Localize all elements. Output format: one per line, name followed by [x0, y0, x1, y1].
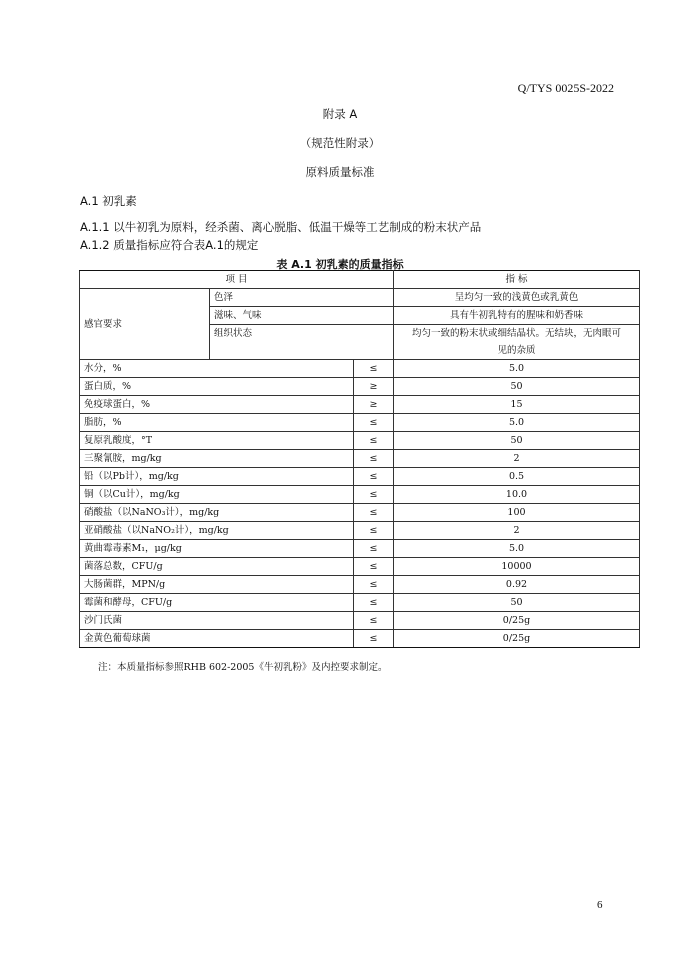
table-row	[80, 612, 640, 630]
table-row	[80, 450, 640, 468]
table-row	[80, 360, 640, 378]
standard-code: Q/TYS 0025S-2022	[517, 81, 614, 95]
parameter-value: 0/25g	[394, 630, 640, 648]
parameter-operator: ≤	[354, 468, 394, 486]
parameter-operator: ≤	[354, 432, 394, 450]
appendix-title: 附录 A	[322, 107, 358, 121]
parameter-name: 沙门氏菌	[80, 612, 354, 630]
parameter-name: 脂肪，%	[80, 414, 354, 432]
parameter-name: 硝酸盐（以NaNO₃计），mg/kg	[80, 504, 354, 522]
table-row	[80, 594, 640, 612]
table-row	[80, 414, 640, 432]
sensory-value	[394, 325, 640, 360]
parameter-name: 铜（以Cu计），mg/kg	[80, 486, 354, 504]
parameter-operator: ≤	[354, 576, 394, 594]
table-row	[80, 522, 640, 540]
quality-table	[79, 270, 640, 648]
table-row	[80, 468, 640, 486]
parameter-name: 蛋白质，%	[80, 378, 354, 396]
table-row	[80, 289, 640, 307]
sensory-value: 具有牛初乳特有的腥味和奶香味	[394, 307, 640, 325]
parameter-operator: ≥	[354, 396, 394, 414]
parameter-name: 黄曲霉毒素M₁，μg/kg	[80, 540, 354, 558]
sensory-name: 色泽	[210, 289, 394, 307]
parameter-operator: ≤	[354, 558, 394, 576]
parameter-operator: ≤	[354, 360, 394, 378]
parameter-operator: ≤	[354, 612, 394, 630]
section-item-1: A.1.1 以牛初乳为原料，经杀菌、离心脱脂、低温干燥等工艺制成的粉末状产品	[80, 220, 482, 234]
parameter-name: 铅（以Pb计），mg/kg	[80, 468, 354, 486]
header-value: 指 标	[394, 271, 640, 289]
sensory-value-line: 均匀一致的粉末状或细结晶状。无结块，无肉眼可	[411, 328, 621, 339]
parameter-name: 霉菌和酵母，CFU/g	[80, 594, 354, 612]
sensory-value-line: 见的杂质	[497, 345, 536, 356]
table-row	[80, 576, 640, 594]
table-row	[80, 540, 640, 558]
page-number: 6	[597, 899, 603, 911]
parameter-operator: ≤	[354, 486, 394, 504]
parameter-operator: ≥	[354, 378, 394, 396]
parameter-value: 50	[394, 378, 640, 396]
sensory-name: 组织状态	[210, 325, 394, 360]
parameter-operator: ≤	[354, 414, 394, 432]
parameter-value: 2	[394, 450, 640, 468]
parameter-value: 0.92	[394, 576, 640, 594]
parameter-operator: ≤	[354, 540, 394, 558]
parameter-name: 亚硝酸盐（以NaNO₂计），mg/kg	[80, 522, 354, 540]
table-header-row	[80, 271, 640, 289]
table-row	[80, 432, 640, 450]
parameter-operator: ≤	[354, 630, 394, 648]
parameter-value: 5.0	[394, 360, 640, 378]
table-row	[80, 558, 640, 576]
table-caption: 表 A.1 初乳素的质量指标	[276, 258, 404, 271]
parameter-value: 100	[394, 504, 640, 522]
parameter-value: 5.0	[394, 414, 640, 432]
appendix-subtitle: 原料质量标准	[305, 165, 375, 179]
table-row	[80, 504, 640, 522]
sensory-group-label: 感官要求	[80, 289, 210, 360]
table-row	[80, 396, 640, 414]
table-note: 注：本质量指标参照RHB 602-2005《牛初乳粉》及内控要求制定。	[98, 662, 388, 673]
section-heading: A.1 初乳素	[80, 194, 137, 208]
parameter-operator: ≤	[354, 504, 394, 522]
parameter-name: 大肠菌群，MPN/g	[80, 576, 354, 594]
parameter-value: 10.0	[394, 486, 640, 504]
parameter-value: 0/25g	[394, 612, 640, 630]
parameter-name: 三聚氰胺，mg/kg	[80, 450, 354, 468]
parameter-value: 2	[394, 522, 640, 540]
sensory-name: 滋味、气味	[210, 307, 394, 325]
parameter-operator: ≤	[354, 450, 394, 468]
parameter-name: 水分，%	[80, 360, 354, 378]
table-row	[80, 486, 640, 504]
parameter-value: 10000	[394, 558, 640, 576]
parameter-value: 5.0	[394, 540, 640, 558]
parameter-name: 金黄色葡萄球菌	[80, 630, 354, 648]
parameter-value: 0.5	[394, 468, 640, 486]
section-item-2: A.1.2 质量指标应符合表A.1的规定	[80, 238, 259, 252]
table-row	[80, 378, 640, 396]
parameter-operator: ≤	[354, 594, 394, 612]
parameter-name: 菌落总数，CFU/g	[80, 558, 354, 576]
parameter-value: 50	[394, 594, 640, 612]
parameter-value: 50	[394, 432, 640, 450]
sensory-value: 呈均匀一致的浅黄色或乳黄色	[394, 289, 640, 307]
parameter-name: 免疫球蛋白，%	[80, 396, 354, 414]
header-item: 项 目	[80, 271, 394, 289]
table-row	[80, 630, 640, 648]
parameter-operator: ≤	[354, 522, 394, 540]
appendix-type: （规范性附录）	[299, 136, 381, 150]
parameter-rows	[80, 360, 640, 648]
parameter-name: 复原乳酸度，°T	[80, 432, 354, 450]
parameter-value: 15	[394, 396, 640, 414]
